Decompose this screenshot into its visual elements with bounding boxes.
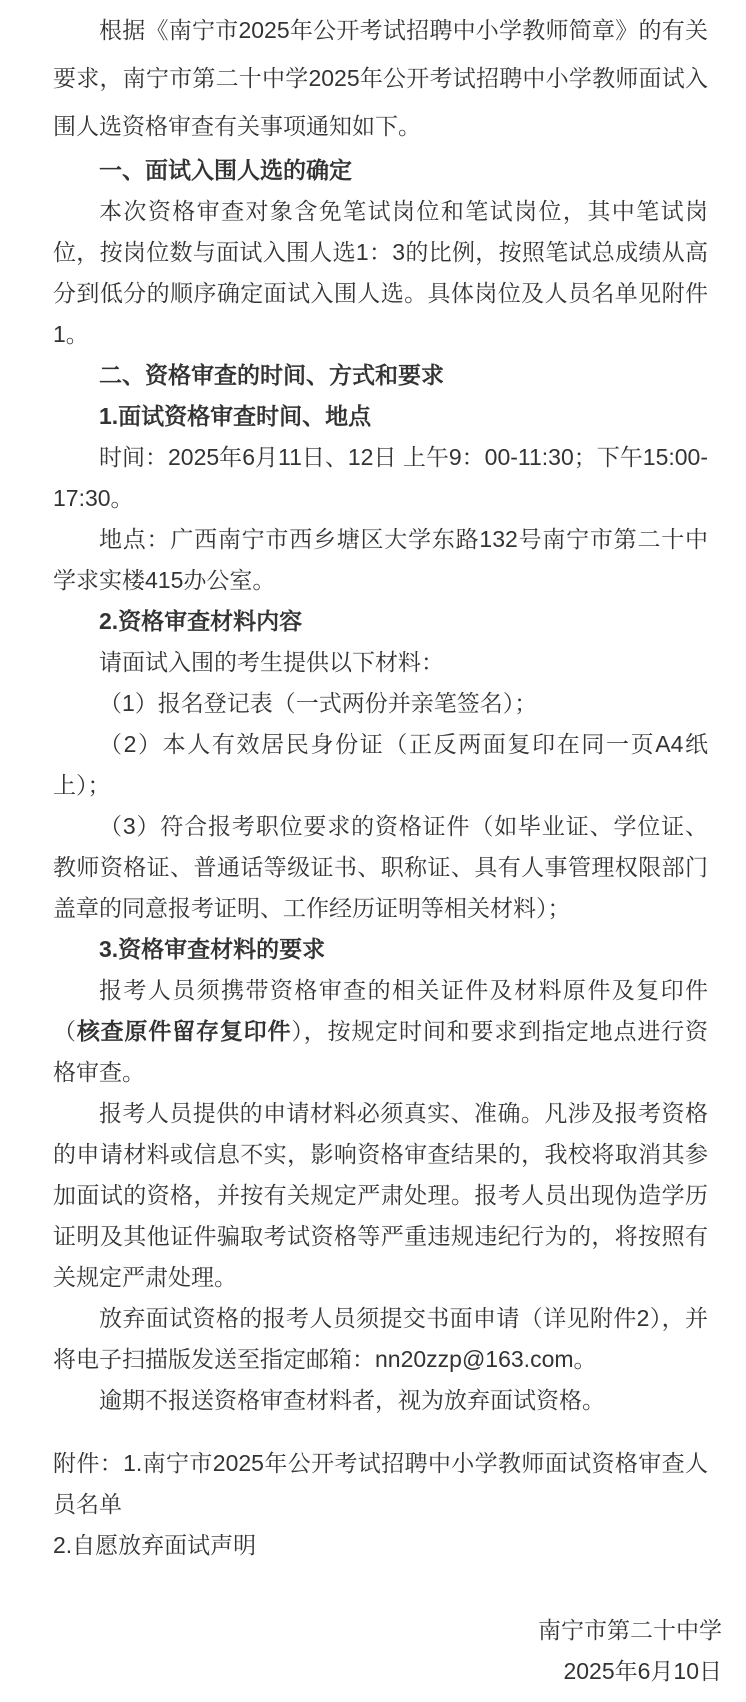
attachment-item-1-line bbox=[53, 1443, 708, 1525]
contact-email: nn20zzp@163.com bbox=[375, 1346, 574, 1372]
intro-paragraph: 根据《南宁市2025年公开考试招聘中小学教师简章》的有关要求，南宁市第二十中学2025年公开考试招聘中小学教师面试入围人选资格审查有关事项通知如下。 bbox=[53, 17, 708, 139]
section-1-heading: 一、面试入围人选的确定 bbox=[99, 157, 352, 183]
waiver-text-pre: 放弃面试资格的报考人员须提交书面申请（详见附件2），并将电子扫描版发送至指定邮箱： bbox=[53, 1305, 708, 1372]
requirements-text-pre: 报考人员须携带资格审查的相关证件及材料原件及复印件（ bbox=[53, 977, 708, 1044]
overdue-paragraph: 逾期不报送资格审查材料者，视为放弃面试资格。 bbox=[99, 1387, 605, 1413]
waiver-paragraph bbox=[53, 1298, 708, 1380]
section-2-1-heading: 1.面试资格审查时间、地点 bbox=[99, 403, 372, 429]
material-item-2: （2）本人有效居民身份证（正反两面复印在同一页A4纸上）； bbox=[53, 731, 708, 798]
authenticity-paragraph: 报考人员提供的申请材料必须真实、准确。凡涉及报考资格的申请材料或信息不实，影响资格审查结果的，我校将取消其参加面试的资格，并按有关规定严肃处理。报考人员出现伪造学历证明及其他证件骗取考试资格等严重违规违纪行为的，将按照有关规定严肃处理。 bbox=[53, 1100, 708, 1290]
section-2-2-heading: 2.资格审查材料内容 bbox=[99, 608, 303, 634]
signature-block bbox=[53, 1610, 722, 1692]
requirements-text-post: ），按规定时间和要求到指定地点进行资格审查。 bbox=[53, 1018, 709, 1085]
section-2-3-heading: 3.资格审查材料的要求 bbox=[99, 936, 326, 962]
attachment-item-1: 1.南宁市2025年公开考试招聘中小学教师面试资格审查人员名单 bbox=[53, 1450, 709, 1517]
material-item-1: （1）报名登记表（一式两份并亲笔签名）； bbox=[99, 690, 538, 716]
location-paragraph: 地点：广西南宁市西乡塘区大学东路132号南宁市第二十中学求实楼415办公室。 bbox=[53, 526, 708, 593]
material-item-3: （3）符合报考职位要求的资格证件（如毕业证、学位证、教师资格证、普通话等级证书、职称证、具有人事管理权限部门盖章的同意报考证明、工作经历证明等相关材料）； bbox=[53, 813, 708, 921]
requirements-paragraph bbox=[53, 970, 708, 1093]
section-1-paragraph: 本次资格审查对象含免笔试岗位和笔试岗位，其中笔试岗位，按岗位数与面试入围人选1：3的比例，按照笔试总成绩从高分到低分的顺序确定面试入围人选。具体岗位及人员名单见附件1。 bbox=[53, 198, 708, 347]
attachments-block bbox=[53, 1443, 708, 1566]
section-2-heading: 二、资格审查的时间、方式和要求 bbox=[99, 362, 444, 388]
materials-intro-paragraph: 请面试入围的考生提供以下材料： bbox=[99, 649, 444, 675]
attachments-label: 附件： bbox=[53, 1450, 124, 1476]
time-paragraph: 时间：2025年6月11日、12日 上午9：00-11:30；下午15:00-17:30。 bbox=[53, 444, 708, 511]
waiver-text-post: 。 bbox=[573, 1346, 597, 1372]
attachment-item-2: 2.自愿放弃面试声明 bbox=[53, 1532, 257, 1558]
requirements-text-bold: 核查原件留存复印件 bbox=[76, 1018, 292, 1044]
signature-date: 2025年6月10日 bbox=[563, 1658, 722, 1684]
signature-org: 南宁市第二十中学 bbox=[538, 1617, 722, 1643]
